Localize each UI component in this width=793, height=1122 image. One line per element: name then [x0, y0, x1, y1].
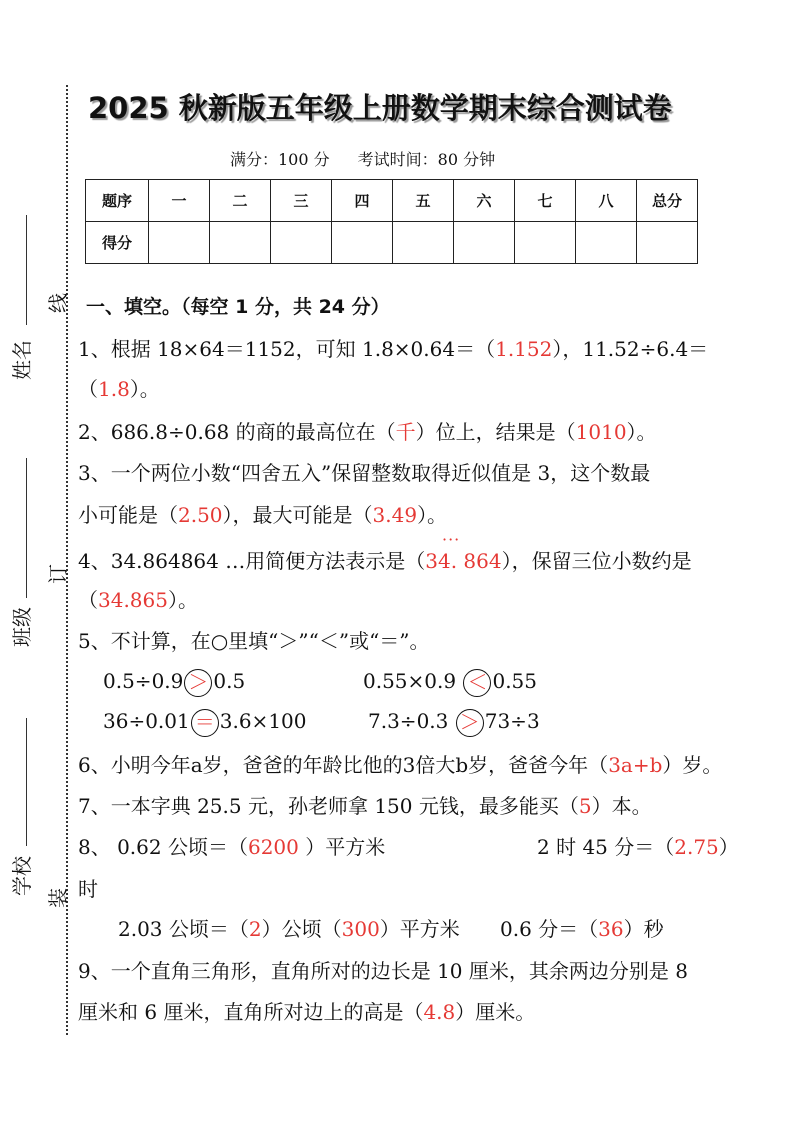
q3-text-c: ），最大可能是（: [222, 503, 373, 527]
q8-text-d: ）: [718, 835, 739, 859]
score-header-cell: 总分: [637, 180, 698, 222]
binding-xian: 线: [46, 293, 70, 313]
question-4-line-1: [78, 548, 692, 574]
q4-text-b: ），保留三位小数约是: [501, 549, 692, 573]
compare-expr: 73÷3: [484, 709, 540, 733]
section-heading: 一、填空。（每空 1 分，共 24 分）: [86, 296, 390, 318]
score-cell[interactable]: [271, 222, 332, 264]
question-9-line-2: [78, 999, 535, 1025]
score-cell[interactable]: [637, 222, 698, 264]
question-4-line-2: [78, 587, 198, 613]
question-3-line-1: 3、一个两位小数“四舍五入”保留整数取得近似值是 3，这个数最: [78, 461, 651, 485]
exam-time: 考试时间：80 分钟: [357, 150, 496, 169]
school-label: 学校: [10, 856, 34, 896]
score-header-cell: 七: [515, 180, 576, 222]
score-cell[interactable]: [515, 222, 576, 264]
question-8-part-2: [537, 834, 739, 860]
full-score: 满分：100 分: [230, 150, 330, 169]
repeating-decimal-dots: ···: [442, 530, 461, 549]
q8-answer-2: 2.75: [674, 835, 719, 859]
compare-row-1-right: [363, 668, 537, 697]
question-3-line-2: [78, 502, 447, 528]
q4-text-d: ）。: [167, 588, 198, 612]
question-1-line-1: [78, 336, 708, 362]
school-underline: [26, 718, 27, 846]
compare-expr: 7.3÷0.3: [368, 709, 449, 733]
compare-expr: 0.5: [213, 669, 246, 693]
score-table: [85, 179, 698, 264]
class-label: 班级: [10, 607, 34, 647]
score-row-label: 得分: [86, 222, 149, 264]
compare-expr: 0.55×0.9: [363, 669, 457, 693]
question-2: [78, 419, 657, 445]
binding-ding: 订: [46, 564, 70, 584]
score-cell[interactable]: [332, 222, 393, 264]
question-9-line-1: 9、一个直角三角形，直角所对的边长是 10 厘米，其余两边分别是 8: [78, 959, 688, 983]
q3-text-b: 小可能是（: [78, 503, 178, 527]
q3-answer-2: 3.49: [372, 503, 418, 527]
compare-expr: 0.5÷0.9: [103, 669, 184, 693]
compare-row-2-left: [103, 708, 307, 737]
score-cell[interactable]: [454, 222, 515, 264]
compare-expr: 0.55: [492, 669, 537, 693]
q2-text-c: ）。: [626, 420, 657, 444]
score-header-cell: 五: [393, 180, 454, 222]
score-header-cell: 四: [332, 180, 393, 222]
q2-text-a: 2、686.8÷0.68 的商的最高位在（: [78, 420, 396, 444]
question-8-part-4: [500, 916, 664, 942]
q8-text-b: ）平方米: [298, 835, 386, 859]
score-header-cell: 八: [576, 180, 637, 222]
class-underline: [26, 458, 27, 598]
q1-text-c: （: [78, 377, 98, 401]
name-underline: [26, 215, 27, 325]
q1-answer-1: 1.152: [495, 337, 553, 361]
q8-text-h: ）平方米: [379, 917, 460, 941]
q1-text-b: ），11.52÷6.4＝: [552, 337, 709, 361]
score-header-cell: 二: [210, 180, 271, 222]
q8-text-i: 0.6 分＝（: [500, 917, 599, 941]
compare-circle-answer: ＞: [184, 669, 212, 697]
q2-text-b: ）位上，结果是（: [415, 420, 576, 444]
score-cell[interactable]: [576, 222, 637, 264]
q7-text-b: ）本。: [591, 794, 652, 818]
q8-text-g: ）公顷（: [261, 917, 342, 941]
name-label: 姓名: [10, 340, 34, 380]
q2-answer-2: 1010: [575, 420, 627, 444]
question-8-part-3: [118, 916, 460, 942]
q1-answer-2: 1.8: [98, 377, 130, 401]
q3-answer-1: 2.50: [178, 503, 223, 527]
q9-answer-1: 4.8: [423, 1000, 456, 1024]
q8-text-c: 2 时 45 分＝（: [537, 835, 675, 859]
q4-text-a: 4、34.864864 …用简便方法表示是（: [78, 549, 426, 573]
q6-text-a: 6、小明今年a岁，爸爸的年龄比他的3倍大b岁，爸爸今年（: [78, 753, 609, 777]
q9-text-b: 厘米和 6 厘米，直角所对边上的高是（: [78, 1000, 424, 1024]
compare-row-2-right: [368, 708, 540, 737]
q8-answer-3: 2: [248, 917, 262, 941]
q4-answer-2: 34.865: [98, 588, 168, 612]
question-8-unit: 时: [78, 877, 98, 901]
score-header-row: [86, 180, 698, 222]
score-cell[interactable]: [393, 222, 454, 264]
score-header-cell: 题序: [86, 180, 149, 222]
q7-answer-1: 5: [578, 794, 592, 818]
q9-text-c: ）厘米。: [455, 1000, 536, 1024]
q8-answer-4: 300: [341, 917, 380, 941]
question-7: [78, 793, 652, 819]
compare-circle-answer: ＞: [456, 709, 484, 737]
q2-answer-1: 千: [395, 420, 416, 444]
score-header-cell: 一: [149, 180, 210, 222]
question-5: 5、不计算，在○里填“＞”“＜”或“＝”。: [78, 629, 430, 653]
q7-text-a: 7、一本字典 25.5 元，孙老师拿 150 元钱，最多能买（: [78, 794, 579, 818]
binding-zhuang: 装: [46, 888, 70, 908]
q1-text-a: 1、根据 18×64＝1152，可知 1.8×0.64＝（: [78, 337, 496, 361]
q8-answer-5: 36: [598, 917, 624, 941]
q8-answer-1: 6200: [247, 835, 299, 859]
page-title: 2025 秋新版五年级上册数学期末综合测试卷: [88, 91, 672, 125]
q8-text-f: 2.03 公顷＝（: [118, 917, 249, 941]
q6-text-b: ）岁。: [662, 753, 723, 777]
question-1-line-2: [78, 376, 160, 402]
q3-text-d: ）。: [417, 503, 448, 527]
compare-expr: 3.6×100: [219, 709, 307, 733]
compare-circle-answer: ＜: [463, 669, 491, 697]
q8-text-j: ）秒: [623, 917, 664, 941]
score-cell[interactable]: [210, 222, 271, 264]
q8-text-a: 8、 0.62 公顷＝（: [78, 835, 248, 859]
q1-text-d: ）。: [129, 377, 160, 401]
question-8-part-1: [78, 834, 385, 860]
score-cell[interactable]: [149, 222, 210, 264]
q4-answer-1: 34. 864: [425, 549, 502, 573]
exam-meta: [230, 147, 523, 170]
score-row: [86, 222, 698, 264]
compare-row-1-left: [103, 668, 245, 697]
compare-circle-answer: ＝: [191, 709, 219, 737]
score-header-cell: 三: [271, 180, 332, 222]
question-6: [78, 752, 722, 778]
score-header-cell: 六: [454, 180, 515, 222]
q6-answer-1: 3a+b: [608, 753, 663, 777]
compare-expr: 36÷0.01: [103, 709, 190, 733]
q4-text-c: （: [78, 588, 98, 612]
